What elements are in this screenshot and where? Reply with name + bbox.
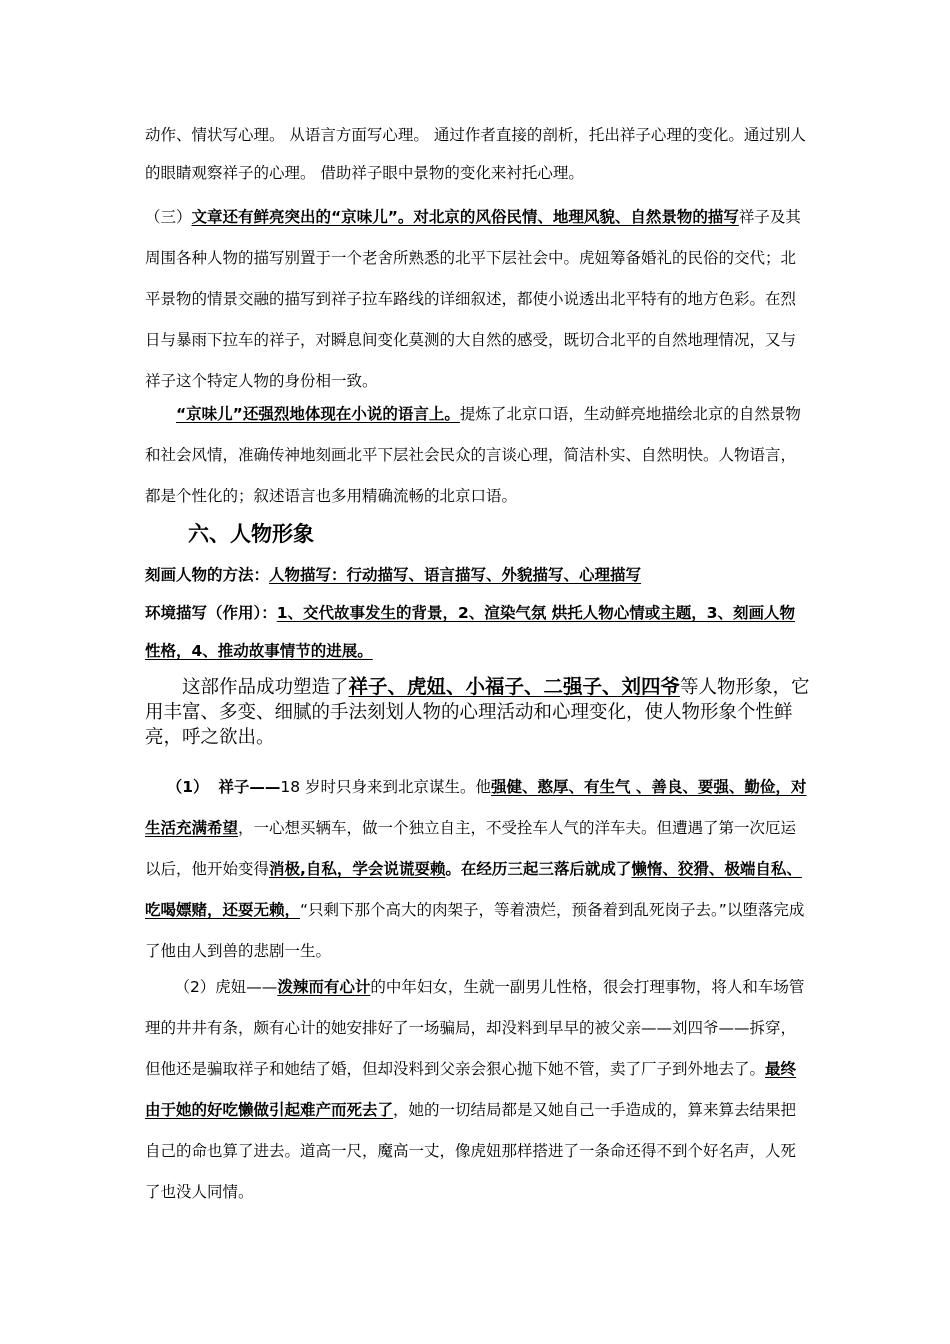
paragraph-psychology-methods: 动作、情状写心理。 从语言方面写心理。 通过作者直接的剖析，托出祥子心理的变化。通过别人的眼睛观察祥子的心理。 借助祥子眼中景物的变化来衬托心理。 (145, 126, 806, 182)
huniu-ending: 最终由于她的好吃懒做引起难产而死去了 (145, 1060, 797, 1119)
text-segment: ，她的一切结局都是又她自己一手造成的，算来算去结果把自己的命也算了进去。道高一尺，魔高一丈，像虎妞那样搭进了一条命还得不到个好名声，人死了也没人同情。 (145, 1101, 797, 1201)
text-segment: “只剩下那个高大的肉架子，等着溃烂，预备着到乱死岗子去。”以堕落完成了他由人到兽的悲剧一生。 (145, 901, 805, 960)
methods-label: 刻画人物的方法： (145, 566, 270, 584)
text-segment: 18 岁时只身来到北京谋生。他 (280, 778, 492, 796)
section-title-characters: 六、人物形象 (188, 522, 314, 546)
text-segment: ，一心想买辆车，做一个独立自主，不受拴车人气的洋车夫。但遭遇了第一次厄运以后，他开始变得 (145, 819, 797, 878)
character-name-huniu: （2）虎妞—— (174, 978, 278, 996)
beijing-language-heading: “京味儿”还强烈地体现在小说的语言上。 (176, 405, 460, 423)
character-names: 祥子、虎妞、小福子、二强子、刘四爷 (348, 675, 681, 698)
text-segment: 的中年妇女，生就一副男儿性格，很会打理事物，将人和车场管理的井井有条，颇有心计的她安排好了一场骗局，却没料到早早的被父亲——刘四爷——拆穿，但他还是骗取祥子和她结了婚，但却没料到父亲会狠心抛下她不管，卖了厂子到外地去了。 (145, 978, 805, 1078)
characters-intro (145, 674, 810, 750)
methods-value: 人物描写：行动描写、语言描写、外貌描写、心理描写 (269, 566, 642, 584)
intro-prefix: 这部作品成功塑造了 (182, 677, 349, 698)
huniu-traits: 泼辣而有心计 (277, 978, 371, 996)
xiangzi-change-traits: 消极,自私，学会说谎耍赖 (269, 860, 446, 878)
item-number: （1） (166, 778, 209, 796)
text-segment: 。在经历三起三落后就成了 (445, 860, 632, 878)
xiangzi-early-traits: 强健、憨厚、有生气 、善良、要强、勤俭，对生活充满希望 (145, 778, 807, 837)
characterization-methods (145, 556, 810, 594)
paragraph-beijing-flavor (145, 197, 810, 402)
character-name-xiangzi: 祥子—— (218, 778, 281, 796)
section-number: （三） (145, 208, 192, 226)
xiangzi-late-traits: 懒惰、狡猾、极端自私、吃喝嫖赌，还耍无赖， (145, 860, 802, 919)
intro-suffix: 等人物形象，它用丰富、多变、细腻的手法刻划人物的心理活动和心理变化，使人物形象个性鲜亮，呼之欲出。 (145, 677, 810, 748)
character-huniu (145, 967, 810, 1213)
character-xiangzi (145, 767, 810, 972)
environment-value: 1、交代故事发生的背景，2、渲染气氛 烘托人物心情或主题，3、刻画人物性格，4、推动故事情节的进展。 (145, 604, 796, 660)
paragraph-body: 祥子及其周围各种人物的描写别置于一个老舍所熟悉的北平下层社会中。虎妞筹备婚礼的民俗的交代；北平景物的情景交融的描写到祥子拉车路线的详细叙述，都使小说透出北平特有的地方色彩。在烈日与暴雨下拉车的祥子，对瞬息间变化莫测的大自然的感受，既切合北平的自然地理情况，又与祥子这个特定人物的身份相一致。 (145, 208, 801, 390)
environment-description (145, 594, 810, 670)
paragraph-body: 提炼了北京口语，生动鲜亮地描绘北京的自然景物和社会风情，准确传神地刻画北平下层社会民众的言谈心理，简洁朴实、自然明快。人物语言，都是个性化的；叙述语言也多用精确流畅的北京口语。 (145, 405, 801, 505)
paragraph-beijing-language (145, 394, 810, 517)
environment-label: 环境描写（作用）： (145, 604, 277, 622)
section-heading-beijing-flavor: 文章还有鲜亮突出的“京味儿”。对北京的风俗民情、地理风貌、自然景物的描写 (191, 208, 739, 226)
